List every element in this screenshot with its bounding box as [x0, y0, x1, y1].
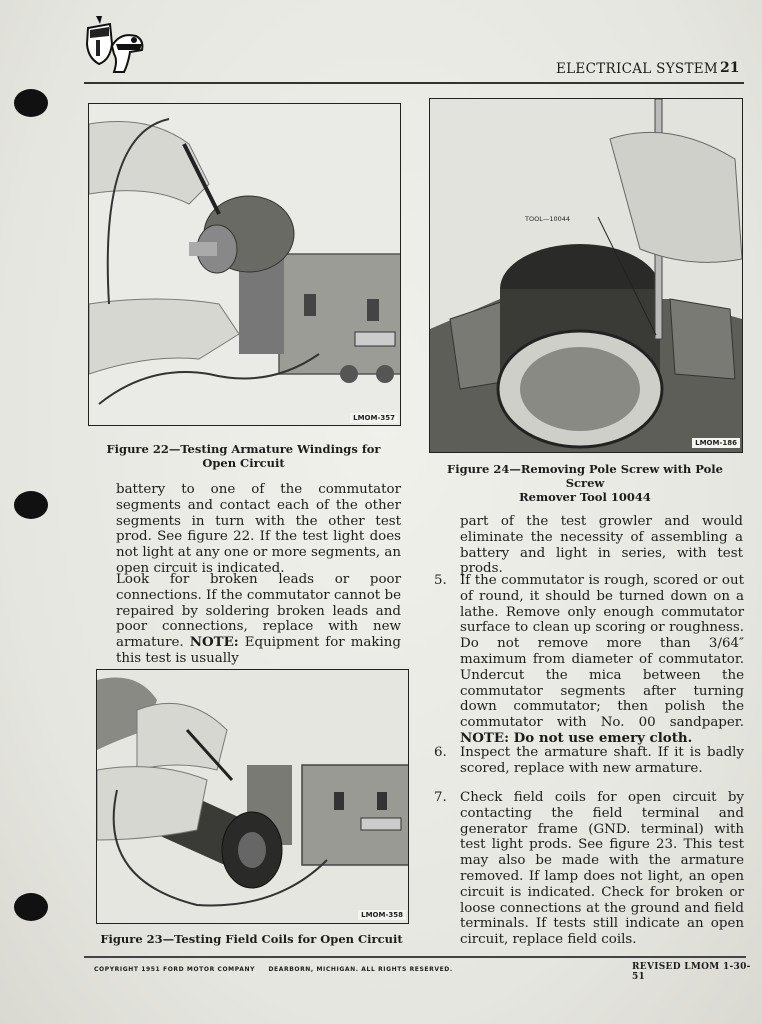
figure-tag: LMOM-186: [692, 438, 740, 448]
revision-note: REVISED LMOM 1-30-51: [632, 962, 751, 982]
figure-tag: LMOM-358: [358, 910, 406, 920]
tool-label: TOOL—10044: [525, 215, 571, 223]
figure-24-caption: Figure 24—Removing Pole Screw with Pole Screw Remover Tool 10044: [447, 462, 723, 504]
section-title: ELECTRICAL SYSTEM: [556, 61, 719, 77]
figure-22-photo: [88, 103, 401, 426]
paragraph: part of the test growler and would eliminate the necessity of assembling a battery and light in series, with test prods.: [460, 514, 743, 577]
paragraph: Look for broken leads or poor connections. If the commutator cannot be repaired by soldering broken leads and poor connections, replace with new armature. NOTE: Equipment for making this test is usually: [116, 572, 401, 666]
header-rule: [84, 82, 744, 84]
figure-23-photo: [96, 669, 409, 924]
figure-23-caption: Figure 23—Testing Field Coils for Open Circuit: [100, 932, 403, 946]
list-item-6: 6. Inspect the armature shaft. If it is badly scored, replace with new armature.: [434, 745, 744, 776]
figure-tag: LMOM-357: [350, 413, 398, 423]
binder-hole-top: [14, 89, 48, 117]
list-number: 5.: [434, 573, 447, 588]
list-item-7: 7. Check field coils for open circuit by contacting the field terminal and generator frame (GND. terminal) with test light prods. See figure 23. This test may also be made with the armature removed. If lamp does not light, an open circuit is indicated. Check for broken or loose connections at the ground and field terminals. If tests still indicate an open circuit, replace field coils.: [434, 790, 744, 948]
binder-hole-middle: [14, 491, 48, 519]
ford-crest-knight-icon: [84, 14, 146, 74]
footer-rule: [84, 956, 746, 958]
paragraph: battery to one of the commutator segments and contact each of the other segments in turn with the other test prod. See figure 22. If the test light does not light at any one or more segments, an open circuit is indicated.: [116, 482, 401, 576]
note-label: NOTE:: [189, 634, 239, 651]
copyright-notice: COPYRIGHT 1951 FORD MOTOR COMPANY DEARBORN, MICHIGAN. ALL RIGHTS RESERVED.: [94, 966, 453, 973]
note-label: NOTE: Do not use emery cloth.: [460, 729, 693, 746]
list-number: 7.: [434, 790, 447, 805]
list-number: 6.: [434, 745, 447, 760]
page-number: 21: [720, 60, 740, 76]
binder-hole-bottom: [14, 893, 48, 921]
figure-24-photo: [429, 98, 743, 453]
figure-22-caption: Figure 22—Testing Armature Windings for Open Circuit: [106, 442, 381, 470]
list-item-5: 5. If the commutator is rough, scored or out of round, it should be turned down on a lathe. Remove only enough commutator surface to clean up scoring or roughness. Do not remove more than 3/64″ maximum from diameter of commutator. Undercut the mica between the commutator segments after turning down commutator; then polish the commutator with No. 00 sandpaper. NOTE: Do not use emery cloth.: [434, 573, 744, 746]
